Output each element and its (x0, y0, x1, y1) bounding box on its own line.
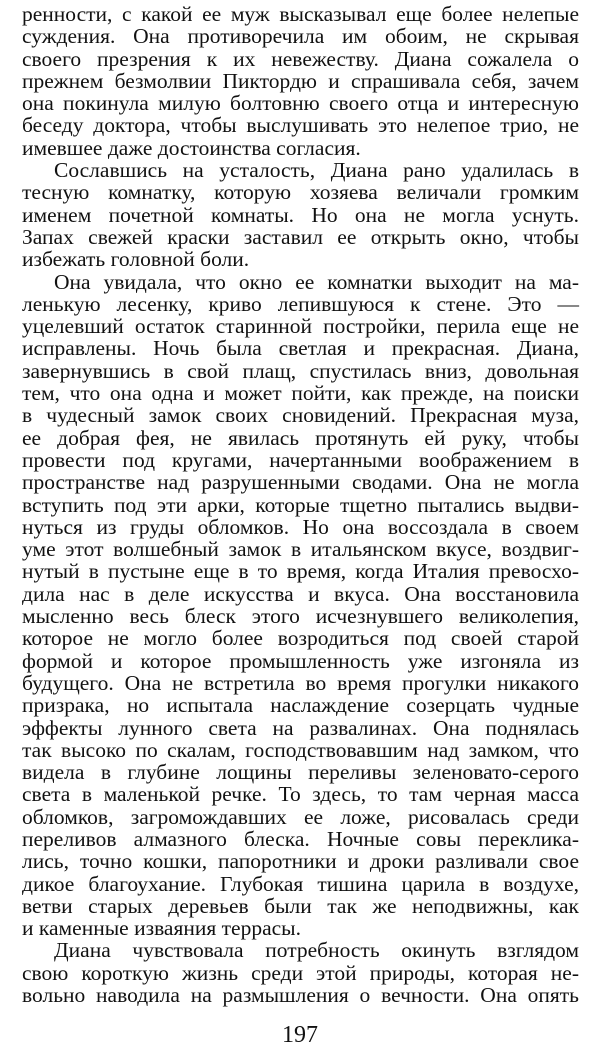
page-number: 197 (282, 1022, 318, 1048)
text-line: эффекты лунного света на развалинах. Она поднялась (22, 715, 579, 740)
text-line: ленькую лесенку, криво лепившуюся к стене. Это — (22, 291, 579, 316)
text-line: ренности, с какой ее муж высказывал еще более нелепые (22, 2, 579, 26)
text-line: нуться из груды обломков. Но она воссоздала в своем (22, 514, 579, 539)
text-line: Запах свежей краски заставил ее открыть окно, чтобы (22, 224, 579, 249)
text-line: тесную комнатку, которую хозяева величали громким (22, 180, 579, 205)
text-line: нутый в пустыне еще в то время, когда Италия превосхо- (22, 559, 579, 584)
paragraph (22, 939, 579, 1006)
text-line: вступить под эти арки, которые тщетно пытались выдви- (22, 492, 579, 517)
text-line: и каменные изваяния террасы. (22, 916, 301, 941)
text-line: прежнем безмолвии Пиктордю и спрашивала себя, зачем (22, 68, 579, 93)
text-line: формой и которое промышленность уже изгоняла из (22, 648, 579, 673)
text-line: беседу доктора, чтобы выслушивать это нелепое трио, не (22, 113, 579, 138)
text-line: избежать головной боли. (22, 247, 250, 272)
text-line: вольно наводила на размышления о вечности. Она опять (22, 983, 579, 1008)
paragraph (22, 271, 579, 940)
text-line: уме этот волшебный замок в итальянском вкусе, воздвиг- (22, 537, 579, 562)
text-line: призрака, но испытала наслаждение созерцать чудные (22, 693, 579, 718)
text-line: дила нас в деле искусства и вкуса. Она восстановила (22, 581, 579, 606)
text-line: Диана чувствовала потребность окинуть взглядом (54, 938, 579, 963)
paragraph (22, 3, 579, 159)
text-line: лись, точно кошки, папоротники и дроки разливали свое (22, 849, 579, 874)
text-line: переливов алмазного блеска. Ночные совы переклика- (22, 826, 579, 851)
text-line: суждения. Она противоречила им обоим, не скрывая (22, 24, 579, 49)
text-line: света в маленькой речке. То здесь, то там черная масса (22, 782, 579, 807)
text-line: Сославшись на усталость, Диана рано удалилась в (54, 158, 579, 183)
text-line: ее добрая фея, не явилась протянуть ей руку, чтобы (22, 425, 579, 450)
text-line: видела в глубине лощины переливы зеленовато-серого (22, 760, 579, 785)
text-line: обломков, загромождавших ее ложе, рисовалась среди (22, 804, 579, 829)
text-line: ветви старых деревьев были так же неподвижны, как (22, 893, 579, 918)
paragraph (22, 159, 579, 270)
text-line: пространстве над разрушенными сводами. Она не могла (22, 470, 579, 495)
text-line: исправлены. Ночь была светлая и прекрасная. Диана, (22, 336, 579, 361)
text-line: Она увидала, что окно ее комнатки выходит на ма- (54, 269, 579, 294)
text-line: в чудесный замок своих сновидений. Прекрасная муза, (22, 403, 579, 428)
text-line: которое не могло более возродиться под своей старой (22, 626, 579, 651)
text-line: тем, что она одна и может пойти, как прежде, на поиски (22, 381, 579, 406)
text-line: уцелевший остаток старинной постройки, перила еще не (22, 314, 579, 339)
text-line: своего презрения к их невежеству. Диана сожалела о (22, 46, 579, 71)
page-body-text (22, 3, 579, 1006)
text-line: завернувшись в свой плащ, спустилась вниз, довольная (22, 358, 579, 383)
text-line: именем почетной комнаты. Но она не могла уснуть. (22, 202, 579, 227)
text-line: будущего. Она не встретила во время прогулки никакого (22, 670, 579, 695)
text-line: свою короткую жизнь среди этой природы, которая не- (22, 960, 579, 985)
text-line: провести под кругами, начертанными воображением в (22, 447, 579, 472)
text-line: так высоко по скалам, господствовавшим над замком, что (22, 737, 579, 762)
text-line: она покинула милую болтовню своего отца и интересную (22, 91, 579, 116)
text-line: дикое благоухание. Глубокая тишина царила в воздухе, (22, 871, 579, 896)
text-line: имевшее даже достоинства согласия. (22, 135, 361, 160)
text-line: мысленно весь блеск этого исчезнувшего великолепия, (22, 604, 579, 629)
